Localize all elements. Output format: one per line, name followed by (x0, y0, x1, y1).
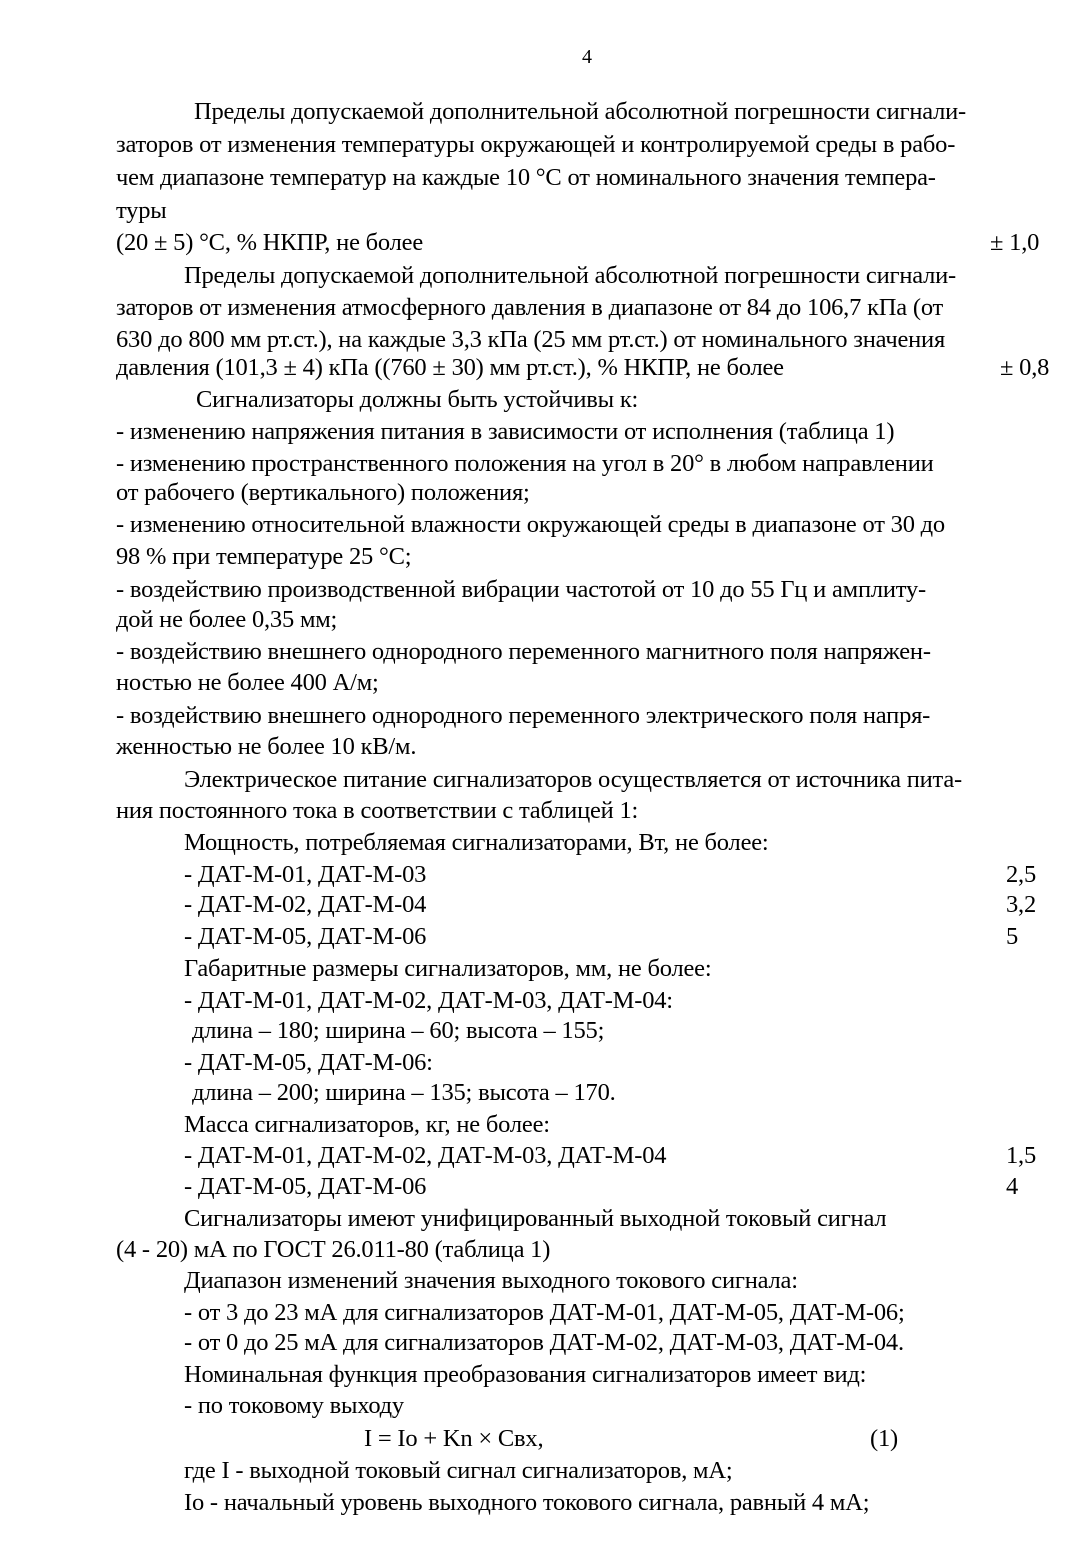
spec-row-label: - ДАТ-М-05, ДАТ-М-06 (184, 1173, 427, 1200)
temp-error-value: ± 1,0 (990, 229, 1040, 256)
spec-row-label: - ДАТ-М-05, ДАТ-М-06 (184, 923, 427, 950)
spec-row-label: - ДАТ-М-01, ДАТ-М-03 (184, 861, 427, 888)
definition-line: где I - выходной токовый сигнал сигнализаторов, мА; (184, 1457, 733, 1484)
page-number: 4 (582, 46, 592, 68)
list-item: - изменению пространственного положения на угол в 20° в любом направлении (116, 450, 934, 477)
list-item-cont: длина – 180; ширина – 60; высота – 155; (192, 1017, 605, 1044)
list-item: - от 3 до 23 мА для сигнализаторов ДАТ-М-01, ДАТ-М-05, ДАТ-М-06; (184, 1299, 905, 1326)
spec-row-value: 4 (1006, 1173, 1019, 1200)
paragraph-line: (20 ± 5) °С, % НКПР, не более (116, 229, 424, 256)
paragraph-line: давления (101,3 ± 4) кПа ((760 ± 30) мм рт.ст.), % НКПР, не более (116, 354, 784, 381)
paragraph-line: Пределы допускаемой дополнительной абсолютной погрешности сигнали- (184, 262, 957, 289)
section-heading: Мощность, потребляемая сигнализаторами, Вт, не более: (184, 829, 769, 856)
formula-number: (1) (870, 1425, 898, 1452)
pressure-error-value: ± 0,8 (1000, 354, 1050, 381)
spec-row-label: - ДАТ-М-01, ДАТ-М-02, ДАТ-М-03, ДАТ-М-04 (184, 1142, 667, 1169)
paragraph-line: Электрическое питание сигнализаторов осуществляется от источника пита- (184, 766, 962, 793)
paragraph-line: 630 до 800 мм рт.ст.), на каждые 3,3 кПа (25 мм рт.ст.) от номинального значения (116, 326, 946, 353)
paragraph-line: туры (116, 197, 167, 224)
list-item-cont: ностью не более 400 А/м; (116, 669, 379, 696)
list-item: - воздействию производственной вибрации частотой от 10 до 55 Гц и амплиту- (116, 576, 926, 603)
list-item: - изменению напряжения питания в зависимости от исполнения (таблица 1) (116, 418, 895, 445)
paragraph-line: чем диапазоне температур на каждые 10 °С от номинального значения темпера- (116, 164, 936, 191)
paragraph-line: Номинальная функция преобразования сигнализаторов имеет вид: (184, 1361, 867, 1388)
list-item: - ДАТ-М-05, ДАТ-М-06: (184, 1049, 433, 1076)
section-heading: Сигнализаторы должны быть устойчивы к: (196, 386, 639, 413)
list-item: - по токовому выходу (184, 1392, 404, 1419)
list-item-cont: 98 % при температуре 25 °С; (116, 543, 412, 570)
paragraph-line: заторов от изменения температуры окружающей и контролируемой среды в рабо- (116, 131, 956, 158)
paragraph-line: ния постоянного тока в соответствии с таблицей 1: (116, 797, 639, 824)
list-item-cont: от рабочего (вертикального) положения; (116, 479, 530, 506)
list-item-cont: длина – 200; ширина – 135; высота – 170. (192, 1079, 616, 1106)
paragraph-line: (4 - 20) мА по ГОСТ 26.011-80 (таблица 1) (116, 1236, 551, 1263)
list-item: - ДАТ-М-01, ДАТ-М-02, ДАТ-М-03, ДАТ-М-04: (184, 987, 673, 1014)
list-item-cont: дой не более 0,35 мм; (116, 606, 338, 633)
section-heading: Диапазон изменений значения выходного токового сигнала: (184, 1267, 798, 1294)
spec-row-value: 1,5 (1006, 1142, 1037, 1169)
paragraph-line: заторов от изменения атмосферного давления в диапазоне от 84 до 106,7 кПа (от (116, 294, 944, 321)
spec-row-value: 3,2 (1006, 891, 1037, 918)
section-heading: Габаритные размеры сигнализаторов, мм, не более: (184, 955, 712, 982)
list-item: - воздействию внешнего однородного переменного электрического поля напря- (116, 702, 931, 729)
spec-row-label: - ДАТ-М-02, ДАТ-М-04 (184, 891, 427, 918)
definition-line: Io - начальный уровень выходного токового сигнала, равный 4 мА; (184, 1489, 870, 1516)
spec-row-value: 2,5 (1006, 861, 1037, 888)
section-heading: Масса сигнализаторов, кг, не более: (184, 1111, 550, 1138)
list-item: - воздействию внешнего однородного переменного магнитного поля напряжен- (116, 638, 931, 665)
list-item: - изменению относительной влажности окружающей среды в диапазоне от 30 до (116, 511, 945, 538)
list-item-cont: женностью не более 10 кВ/м. (116, 733, 417, 760)
paragraph-line: Сигнализаторы имеют унифицированный выходной токовый сигнал (184, 1205, 887, 1232)
spec-row-value: 5 (1006, 923, 1019, 950)
list-item: - от 0 до 25 мА для сигнализаторов ДАТ-М-02, ДАТ-М-03, ДАТ-М-04. (184, 1329, 904, 1356)
paragraph-line: Пределы допускаемой дополнительной абсолютной погрешности сигнали- (194, 98, 967, 125)
formula: I = Io + Kn × Cвх, (364, 1425, 544, 1452)
